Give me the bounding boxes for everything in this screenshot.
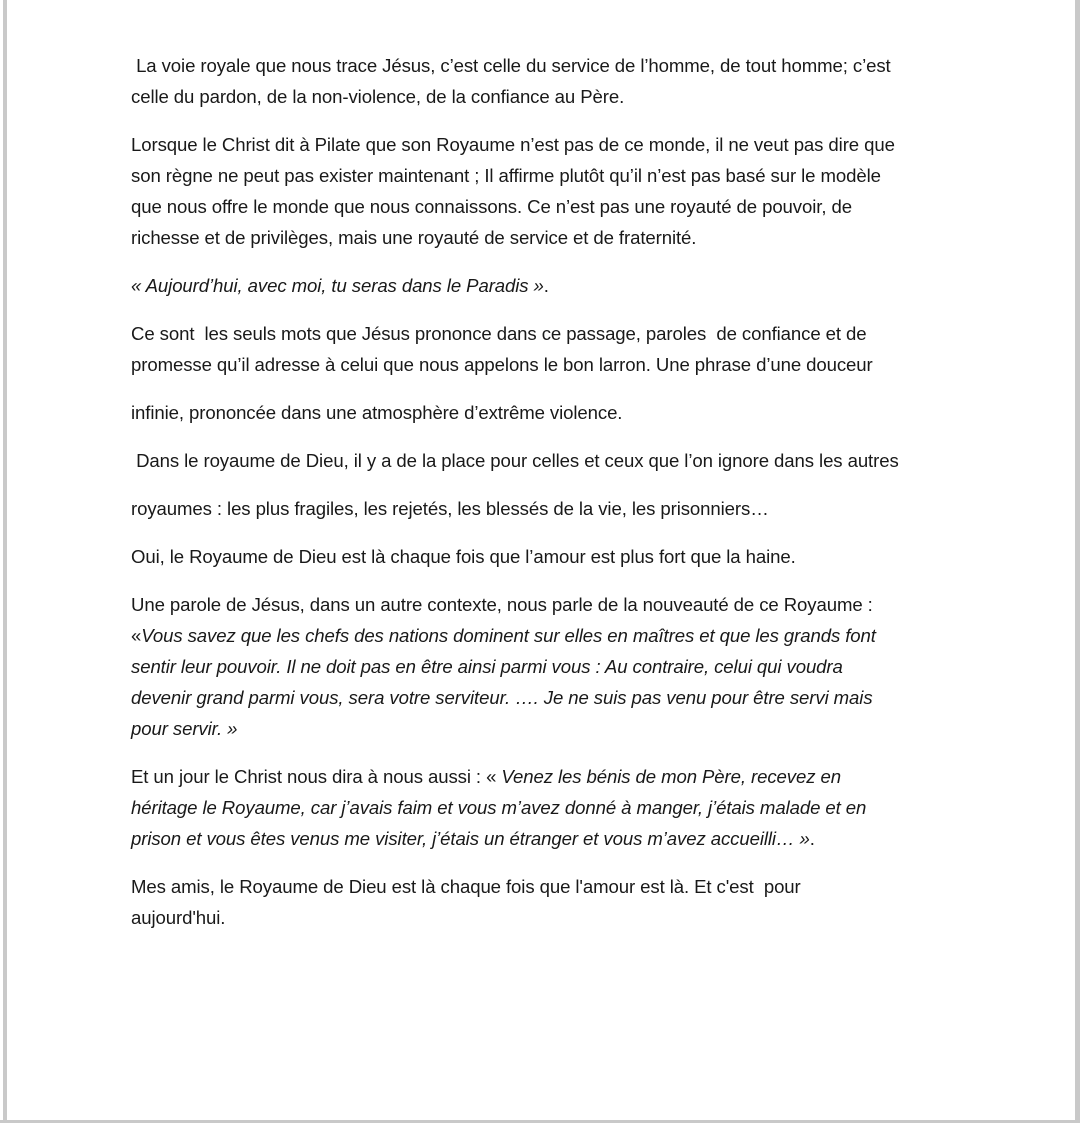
paragraph [131, 493, 991, 524]
paragraph [131, 445, 991, 476]
text-line [131, 129, 991, 160]
regular-text: que nous offre le monde que nous connaissons. Ce n’est pas une royauté de pouvoir, de [131, 196, 852, 217]
paragraph [131, 318, 991, 380]
text-line [131, 871, 991, 902]
text-line [131, 902, 991, 933]
paragraph [131, 270, 991, 301]
text-line [131, 493, 991, 524]
text-line [131, 589, 991, 620]
regular-text: . [543, 275, 549, 296]
regular-text: Mes amis, le Royaume de Dieu est là chaque fois que l'amour est là. Et c'est pour [131, 876, 801, 897]
text-line [131, 620, 991, 651]
page-edge-right [1075, 0, 1080, 1123]
italic-text: prison et vous êtes venus me visiter, j’étais un étranger et vous m’avez accueilli… » [131, 828, 810, 849]
text-line [131, 682, 991, 713]
italic-text: pour servir. » [131, 718, 238, 739]
regular-text: son règne ne peut pas exister maintenant ; Il affirme plutôt qu’il n’est pas basé sur le modèle [131, 165, 881, 186]
text-line [131, 541, 991, 572]
text-line [131, 761, 991, 792]
regular-text: La voie royale que nous trace Jésus, c’est celle du service de l’homme, de tout homme; c’est [131, 55, 891, 76]
italic-text: Vous savez que les chefs des nations dominent sur elles en maîtres et que les grands font [141, 625, 876, 646]
regular-text: aujourd'hui. [131, 907, 226, 928]
regular-text: « [131, 625, 142, 646]
italic-text: Venez les bénis de mon Père, recevez en [501, 766, 841, 787]
text-line [131, 651, 991, 682]
paragraph [131, 761, 991, 854]
text-line [131, 318, 991, 349]
text-line [131, 445, 991, 476]
text-line [131, 222, 991, 253]
text-line [131, 823, 991, 854]
paragraph [131, 541, 991, 572]
italic-text: devenir grand parmi vous, sera votre serviteur. …. Je ne suis pas venu pour être servi mais [131, 687, 873, 708]
regular-text: royaumes : les plus fragiles, les rejetés, les blessés de la vie, les prisonniers… [131, 498, 769, 519]
regular-text: Et un jour le Christ nous dira à nous aussi : « [131, 766, 502, 787]
text-line [131, 50, 991, 81]
italic-text: « Aujourd’hui, avec moi, tu seras dans le Paradis » [131, 275, 544, 296]
text-line [131, 270, 991, 301]
page-edge-left [3, 0, 7, 1123]
document-body [131, 50, 991, 950]
paragraph [131, 129, 991, 253]
regular-text: promesse qu’il adresse à celui que nous appelons le bon larron. Une phrase d’une douceur [131, 354, 873, 375]
regular-text: celle du pardon, de la non-violence, de la confiance au Père. [131, 86, 625, 107]
text-line [131, 191, 991, 222]
text-line [131, 160, 991, 191]
regular-text: Dans le royaume de Dieu, il y a de la place pour celles et ceux que l’on ignore dans les autres [131, 450, 899, 471]
regular-text: richesse et de privilèges, mais une royauté de service et de fraternité. [131, 227, 697, 248]
regular-text: Une parole de Jésus, dans un autre contexte, nous parle de la nouveauté de ce Royaume : [131, 594, 873, 615]
italic-text: héritage le Royaume, car j’avais faim et vous m’avez donné à manger, j’étais malade et en [131, 797, 867, 818]
text-line [131, 792, 991, 823]
text-line [131, 81, 991, 112]
regular-text: Ce sont les seuls mots que Jésus prononce dans ce passage, paroles de confiance et de [131, 323, 867, 344]
regular-text: infinie, prononcée dans une atmosphère d’extrême violence. [131, 402, 623, 423]
regular-text: Lorsque le Christ dit à Pilate que son Royaume n’est pas de ce monde, il ne veut pas dire que [131, 134, 895, 155]
italic-text: sentir leur pouvoir. Il ne doit pas en être ainsi parmi vous : Au contraire, celui qui voudra [131, 656, 843, 677]
regular-text: Oui, le Royaume de Dieu est là chaque fois que l’amour est plus fort que la haine. [131, 546, 796, 567]
regular-text: . [809, 828, 815, 849]
text-line [131, 713, 991, 744]
text-line [131, 397, 991, 428]
paragraph [131, 871, 991, 933]
paragraph [131, 589, 991, 744]
paragraph [131, 397, 991, 428]
paragraph [131, 50, 991, 112]
text-line [131, 349, 991, 380]
